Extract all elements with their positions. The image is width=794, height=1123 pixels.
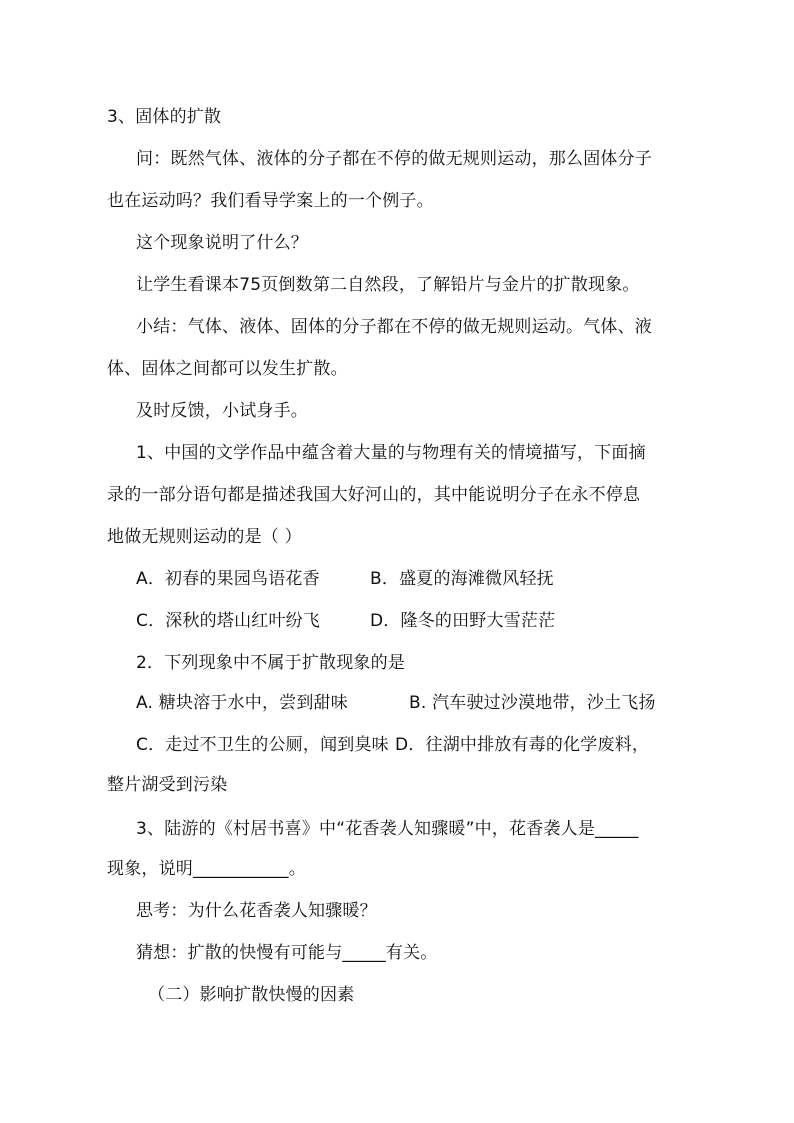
question1-stem-line-3: 地做无规则运动的是（ ） xyxy=(107,527,302,547)
question3-stem-line-2: 现象，说明___________。 xyxy=(107,859,306,879)
feedback-heading: 及时反馈，小试身手。 xyxy=(136,401,308,421)
section-heading: 3、固体的扩散 xyxy=(107,107,222,127)
question1-stem-line-1: 1、中国的文学作品中蕴含着大量的与物理有关的情境描写，下面摘 xyxy=(136,443,646,463)
question2-option-b: B. 汽车驶过沙漠地带，沙土飞扬 xyxy=(409,693,656,713)
question2-option-c: C．走过不卫生的公厕，闻到臭味 xyxy=(136,735,389,755)
question3-stem-line-1: 3、陆游的《村居书喜》中“花香袭人知骤暖”中，花香袭人是_____ xyxy=(136,819,639,839)
question2-stem: 2．下列现象中不属于扩散现象的是 xyxy=(136,653,406,673)
question2-option-a: A. 糖块溶于水中，尝到甜味 xyxy=(136,693,348,713)
thinking-question: 思考：为什么花香袭人知骤暖？ xyxy=(136,901,377,921)
question1-option-a: A．初春的果园鸟语花香 xyxy=(136,569,320,589)
summary-line-1: 小结：气体、液体、固体的分子都在不停的做无规则运动。气体、液 xyxy=(136,317,652,337)
phenomenon-question: 这个现象说明了什么？ xyxy=(136,233,308,253)
hypothesis-line: 猜想：扩散的快慢有可能与_____有关。 xyxy=(136,943,438,963)
textbook-instruction: 让学生看课本75页倒数第二自然段，了解铅片与金片的扩散现象。 xyxy=(136,275,640,295)
question2-option-d-continued: 整片湖受到污染 xyxy=(107,775,228,795)
question1-option-d: D．隆冬的田野大雪茫茫 xyxy=(370,611,556,631)
question2-option-d: D．往湖中排放有毒的化学废料， xyxy=(395,735,650,755)
subsection-heading: （二）影响扩散快慢的因素 xyxy=(148,985,355,1005)
question-text-line-1: 问：既然气体、液体的分子都在不停的做无规则运动，那么固体分子 xyxy=(136,149,652,169)
question1-option-b: B．盛夏的海滩微风轻抚 xyxy=(370,569,554,589)
question1-stem-line-2: 录的一部分语句都是描述我国大好河山的，其中能说明分子在永不停息 xyxy=(107,485,641,505)
question1-option-c: C．深秋的塔山红叶纷飞 xyxy=(136,611,321,631)
summary-line-2: 体、固体之间都可以发生扩散。 xyxy=(107,359,348,379)
question-text-line-2: 也在运动吗？我们看导学案上的一个例子。 xyxy=(107,191,434,211)
